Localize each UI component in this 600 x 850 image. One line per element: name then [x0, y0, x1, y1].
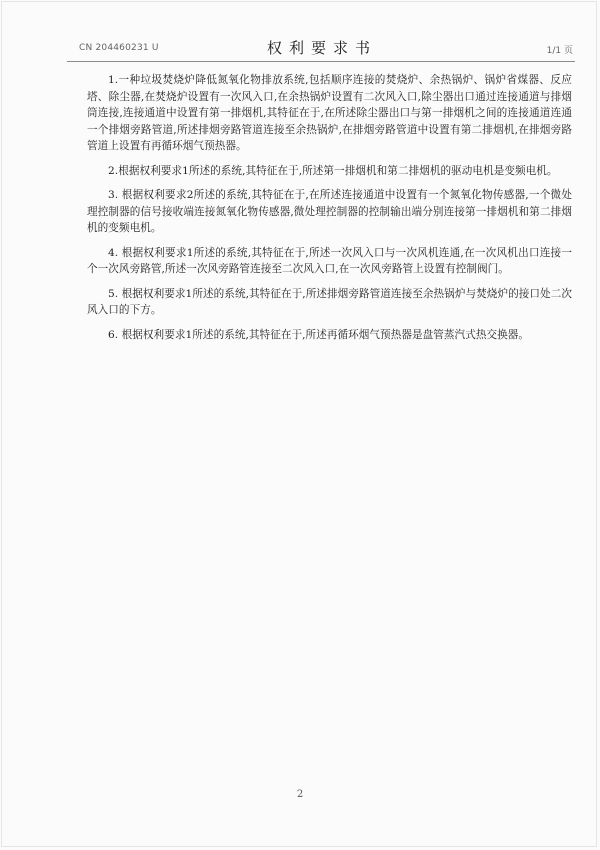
claim-3: 3. 根据权利要求2所述的系统,其特征在于,在所述连接通道中设置有一个氮氧化物传感器,一个微处理控制器的信号接收端连接氮氧化物传感器,微处理控制器的控制输出端分别连接第一排烟机和第二排烟机的变频电机。: [87, 189, 572, 234]
claim-6: 6. 根据权利要求1所述的系统,其特征在于,所述再循环烟气预热器是盘管蒸汽式热交换器。: [108, 328, 530, 341]
claim-4: 4. 根据权利要求1所述的系统,其特征在于,所述一次风入口与一次风机连通,在一次风机出口连接一个一次风旁路管,所述一次风旁路管连接至二次风入口,在一次风旁路管上设置有控制阀门。: [87, 246, 572, 275]
document-code: CN 204460231 U: [79, 43, 159, 53]
page-indicator: 1/1 页: [546, 46, 573, 56]
header-divider: [67, 61, 575, 62]
document-header: [67, 33, 575, 63]
claim-1: 1.一种垃圾焚烧炉降低氮氧化物排放系统,包括顺序连接的焚烧炉、余热锅炉、锅炉省煤器、反应塔、除尘器,在焚烧炉设置有一次风入口,在余热锅炉设置有二次风入口,除尘器出口通过连接通道与排烟筒连接,连接通道中设置有第一排烟机,其特征在于,在所述除尘器出口与第一排烟机之间的连接通道连通一个排烟旁路管道,所述排烟旁路管道连接至余热锅炉,在排烟旁路管道中设置有第二排烟机,在排烟旁路管道上设置有再循环烟气预热器。: [87, 74, 572, 152]
page-number: 2: [296, 789, 304, 800]
section-title: 权利要求书: [266, 39, 377, 57]
claim-5: 5. 根据权利要求1所述的系统,其特征在于,所述排烟旁路管道连接至余热锅炉与焚烧炉的接口处二次风入口的下方。: [87, 287, 572, 316]
claims-list: [87, 72, 572, 351]
claim-2: 2.根据权利要求1所述的系统,其特征在于,所述第一排烟机和第二排烟机的驱动电机是变频电机。: [108, 164, 558, 177]
